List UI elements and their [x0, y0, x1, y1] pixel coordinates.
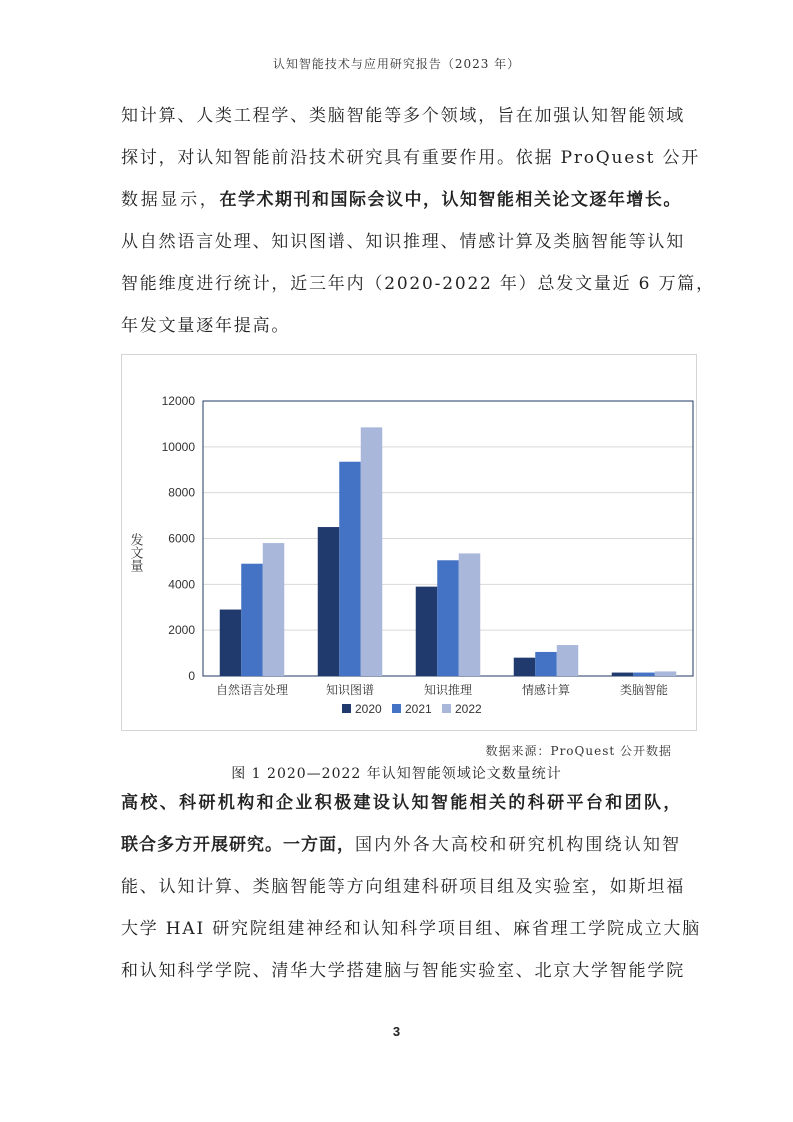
bar-2021	[535, 652, 557, 676]
page-number: 3	[392, 1024, 401, 1039]
y-tick-label: 0	[188, 669, 195, 683]
y-axis-label: 发文量	[128, 533, 144, 572]
bar-2020	[318, 527, 340, 676]
bar-2020	[514, 658, 536, 676]
bar-2020	[612, 673, 634, 676]
bar-chart	[121, 354, 697, 731]
text-line	[121, 137, 701, 179]
text-line	[121, 179, 681, 221]
legend-label: 2021	[405, 702, 432, 716]
legend-swatch-2021	[392, 704, 401, 713]
x-tick-label: 类脑智能	[619, 683, 669, 697]
text-run: 从自然语言处理、知识图谱、知识推理、情感计算及类脑智能等认知	[121, 232, 685, 252]
bar-2020	[220, 610, 242, 676]
text-run: 大学 HAI 研究院组建神经和认知科学项目组、麻省理工学院成立大脑	[121, 919, 702, 939]
text-line	[121, 908, 702, 950]
bar-2022	[263, 543, 285, 676]
bar-2020	[416, 587, 438, 676]
bar-2021	[339, 462, 361, 676]
running-header: 认知智能技术与应用研究报告（2023 年）	[272, 57, 521, 71]
text-line	[121, 824, 681, 866]
text-line	[121, 221, 685, 263]
y-tick-label: 8000	[168, 485, 195, 500]
text-line	[121, 305, 681, 347]
text-line	[121, 263, 715, 305]
bold-text-run: 在学术期刊和国际会议中，认知智能相关论文逐年增长。	[219, 190, 682, 210]
y-tick-label: 2000	[168, 623, 195, 638]
x-tick-label: 知识图谱	[325, 683, 375, 697]
y-tick-label: 6000	[168, 531, 195, 546]
text-run: 智能维度进行统计，近三年内（2020-2022 年）总发文量近 6 万篇，	[121, 274, 715, 294]
text-run: 和认知科学学院、清华大学搭建脑与智能实验室、北京大学智能学院	[121, 961, 685, 981]
x-tick-label: 知识推理	[423, 683, 473, 697]
y-tick-label: 10000	[161, 439, 195, 454]
text-line	[121, 866, 685, 908]
x-tick-label: 情感计算	[521, 683, 571, 697]
chart-svg	[122, 355, 696, 730]
paragraph-intro	[121, 95, 715, 347]
legend-label: 2022	[455, 702, 482, 716]
legend-swatch-2022	[442, 704, 451, 713]
text-run: 探讨，对认知智能前沿技术研究具有重要作用。依据 ProQuest 公开	[121, 148, 701, 168]
text-run: 数据显示，	[121, 190, 220, 210]
x-tick-label: 自然语言处理	[215, 683, 289, 697]
text-line	[121, 95, 685, 137]
text-line	[121, 950, 685, 992]
paragraph-research	[121, 782, 702, 992]
bar-2021	[241, 564, 263, 676]
figure-caption: 图 1 2020—2022 年认知智能领域论文数量统计	[231, 766, 562, 782]
bar-2022	[655, 671, 677, 676]
bar-2022	[557, 645, 579, 676]
y-tick-label: 4000	[168, 577, 195, 592]
bar-2022	[361, 427, 383, 676]
bar-2022	[459, 553, 481, 676]
text-run: 国内外各大高校和研究机构围绕认知智	[355, 835, 681, 855]
text-run: 年发文量逐年提高。	[121, 316, 291, 336]
text-run: 能、认知计算、类脑智能等方向组建科研项目组及实验室，如斯坦福	[121, 877, 685, 897]
figure-source: 数据来源：ProQuest 公开数据	[485, 744, 672, 758]
legend-swatch-2020	[342, 704, 351, 713]
bar-2021	[633, 673, 655, 676]
bar-2021	[437, 560, 459, 676]
text-line	[121, 782, 681, 824]
y-tick-label: 12000	[161, 394, 195, 408]
legend-label: 2020	[355, 702, 382, 716]
bold-text-run: 联合多方开展研究。一方面，	[121, 835, 355, 855]
bold-text-run: 高校、科研机构和企业积极建设认知智能相关的科研平台和团队，	[121, 793, 681, 813]
text-run: 知计算、人类工程学、类脑智能等多个领域，旨在加强认知智能领域	[121, 106, 685, 126]
